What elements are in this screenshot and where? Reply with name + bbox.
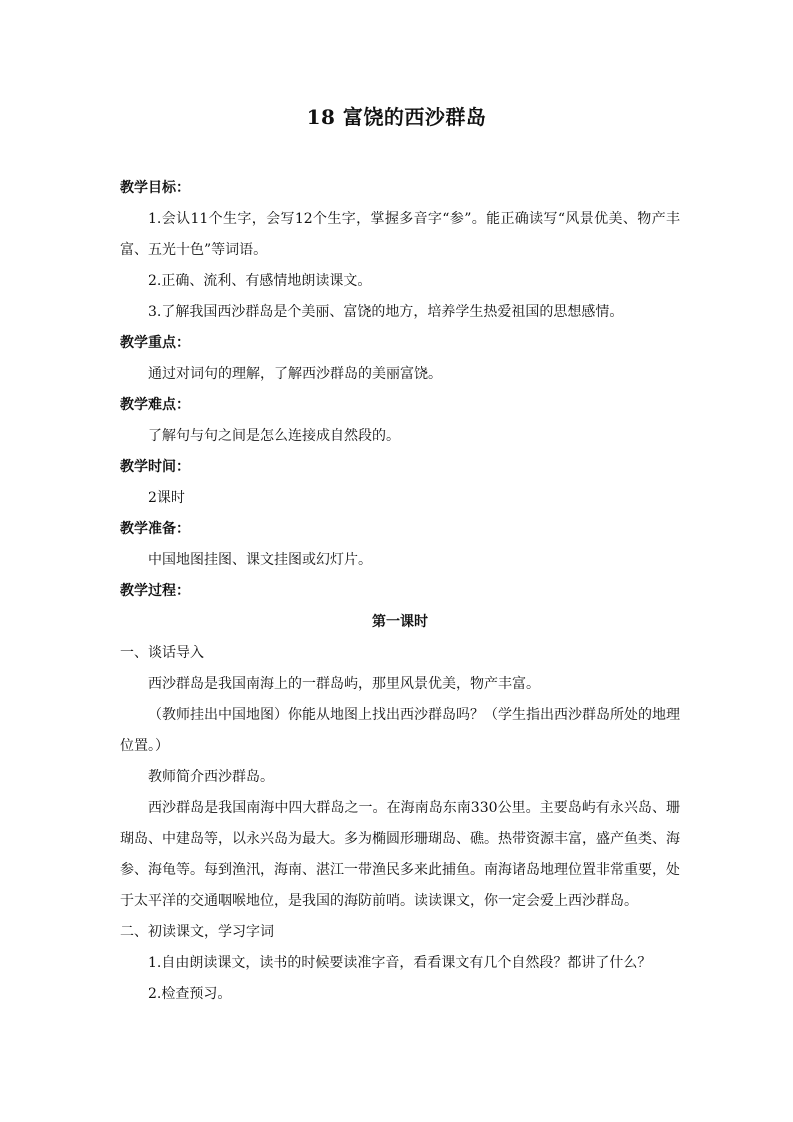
section-1-paragraph-2: （教师挂出中国地图）你能从地图上找出西沙群岛吗？（学生指出西沙群岛所处的地理位置。） (120, 707, 680, 754)
key-points-text: 通过对词句的理解，了解西沙群岛的美丽富饶。 (148, 366, 442, 382)
lesson-title: 第一课时 (372, 614, 428, 630)
section-1-paragraph-4: 西沙群岛是我国南海中四大群岛之一。在海南岛东南330公里。主要岛屿有永兴岛、珊瑚岛、中建岛等，以永兴岛为最大。多为椭圆形珊瑚岛、礁。热带资源丰富，盛产鱼类、海参、海龟等。每到渔汛，海南、湛江一带渔民多来此捕鱼。南海诸岛地理位置非常重要，处于太平洋的交通咽喉地位，是我国的海防前哨。读读课文，你一定会爱上西沙群岛。 (120, 800, 680, 909)
objective-item-1: 1.会认11个生字，会写12个生字，掌握多音字“参”。能正确读写“风景优美、物产丰富、五光十色”等词语。 (120, 211, 680, 258)
section-1-paragraph-1: 西沙群岛是我国南海上的一群岛屿，那里风景优美，物产丰富。 (148, 676, 540, 692)
section-2-item-1: 1.自由朗读课文，读书的时候要读准字音，看看课文有几个自然段？都讲了什么？ (148, 955, 652, 971)
preparation-text: 中国地图挂图、课文挂图或幻灯片。 (148, 552, 372, 568)
section-1-title: 一、谈话导入 (120, 645, 204, 661)
section-1-paragraph-3: 教师简介西沙群岛。 (148, 769, 274, 785)
objectives-heading: 教学目标： (120, 180, 190, 196)
difficulties-text: 了解句与句之间是怎么连接成自然段的。 (148, 428, 400, 444)
document-body (120, 173, 680, 1010)
time-text: 2课时 (148, 490, 185, 506)
section-2-title: 二、初读课文，学习字词 (120, 924, 274, 940)
preparation-heading: 教学准备： (120, 521, 190, 537)
section-2-item-2: 2.检查预习。 (148, 986, 232, 1002)
objective-item-3: 3.了解我国西沙群岛是个美丽、富饶的地方，培养学生热爱祖国的思想感情。 (148, 304, 624, 320)
time-heading: 教学时间： (120, 459, 190, 475)
document-title: 18 富饶的西沙群岛 (306, 105, 487, 129)
key-points-heading: 教学重点： (120, 335, 190, 351)
difficulties-heading: 教学难点： (120, 397, 190, 413)
objective-item-2: 2.正确、流利、有感情地朗读课文。 (148, 273, 372, 289)
process-heading: 教学过程： (120, 583, 190, 599)
